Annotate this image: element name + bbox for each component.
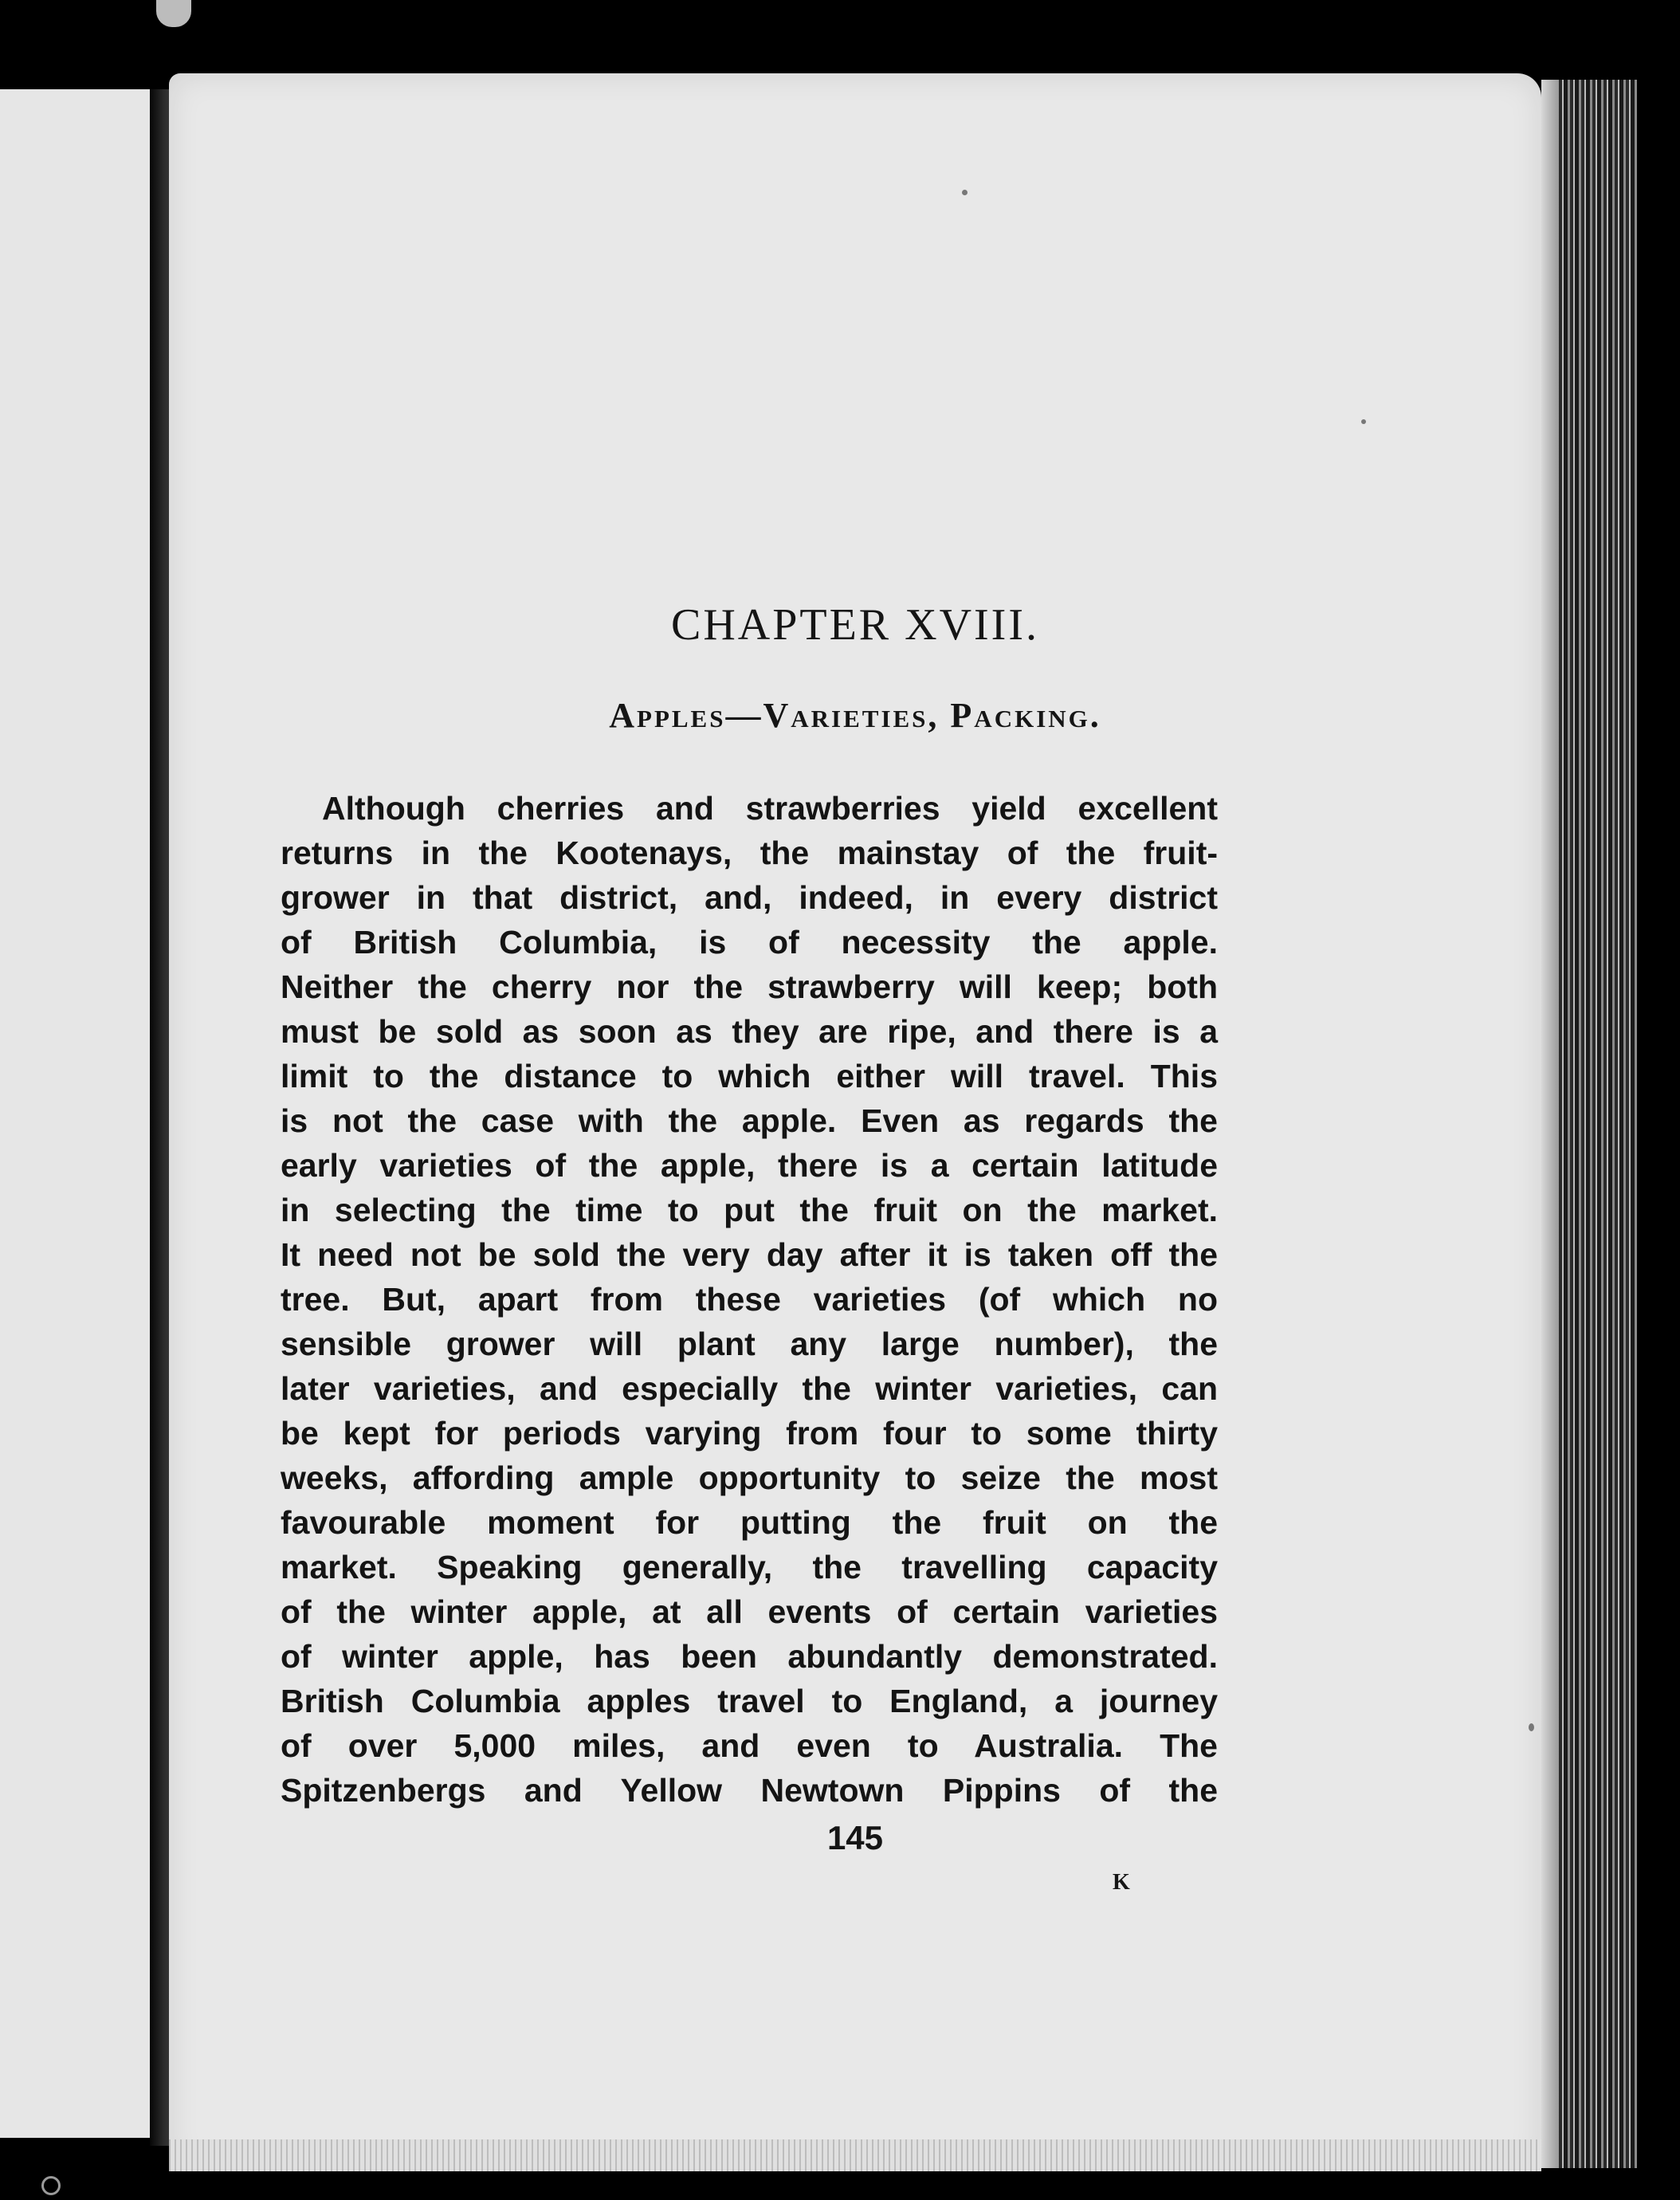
text-line: Although cherries and strawberries yield excellent: [322, 790, 1218, 827]
text-line: must be sold as soon as they are ripe, and there is a: [281, 1013, 1218, 1050]
text-line: is not the case with the apple. Even as regards the: [281, 1102, 1218, 1139]
text-line: of the winter apple, at all events of certain varieties: [281, 1593, 1218, 1630]
corner-mark: [41, 2176, 61, 2195]
speck: [1361, 419, 1366, 424]
text-line: weeks, affording ample opportunity to seize the most: [281, 1459, 1218, 1496]
text-line: market. Speaking generally, the travelling capacity: [281, 1549, 1218, 1585]
text-line: later varieties, and especially the winter varieties, can: [281, 1370, 1218, 1407]
text-line: be kept for periods varying from four to some thirty: [281, 1415, 1218, 1452]
speck: [1529, 1723, 1534, 1731]
chapter-subtitle: Apples—Varieties, Packing.: [609, 696, 1101, 735]
text-line: of winter apple, has been abundantly demonstrated.: [281, 1638, 1218, 1675]
text-line: early varieties of the apple, there is a certain latitude: [281, 1147, 1218, 1184]
text-line: returns in the Kootenays, the mainstay of the fruit-: [281, 835, 1218, 871]
text-line: British Columbia apples travel to England, a journey: [281, 1683, 1218, 1719]
speck: [962, 190, 968, 195]
page-edges: [1541, 80, 1637, 2168]
facing-page-edge: [0, 89, 155, 2138]
body-text: [281, 786, 1218, 1813]
text-line: Neither the cherry nor the strawberry will keep; both: [281, 968, 1218, 1005]
text-line: in selecting the time to put the fruit on the market.: [281, 1192, 1218, 1228]
text-line: It need not be sold the very day after it is taken off the: [281, 1236, 1218, 1273]
signature-mark: K: [1113, 1870, 1130, 1895]
text-line: Spitzenbergs and Yellow Newtown Pippins of the: [281, 1772, 1218, 1809]
text-line: of over 5,000 miles, and even to Australia. The: [281, 1727, 1218, 1764]
text-line: sensible grower will plant any large number), the: [281, 1326, 1218, 1362]
text-line: tree. But, apart from these varieties (of which no: [281, 1281, 1218, 1318]
text-line: limit to the distance to which either will travel. This: [281, 1058, 1218, 1094]
text-line: grower in that district, and, indeed, in every district: [281, 879, 1218, 916]
chapter-title: CHAPTER XVIII.: [671, 600, 1039, 650]
text-line: of British Columbia, is of necessity the apple.: [281, 924, 1218, 961]
page-number: 145: [826, 1819, 884, 1856]
text-line: favourable moment for putting the fruit on the: [281, 1504, 1218, 1541]
